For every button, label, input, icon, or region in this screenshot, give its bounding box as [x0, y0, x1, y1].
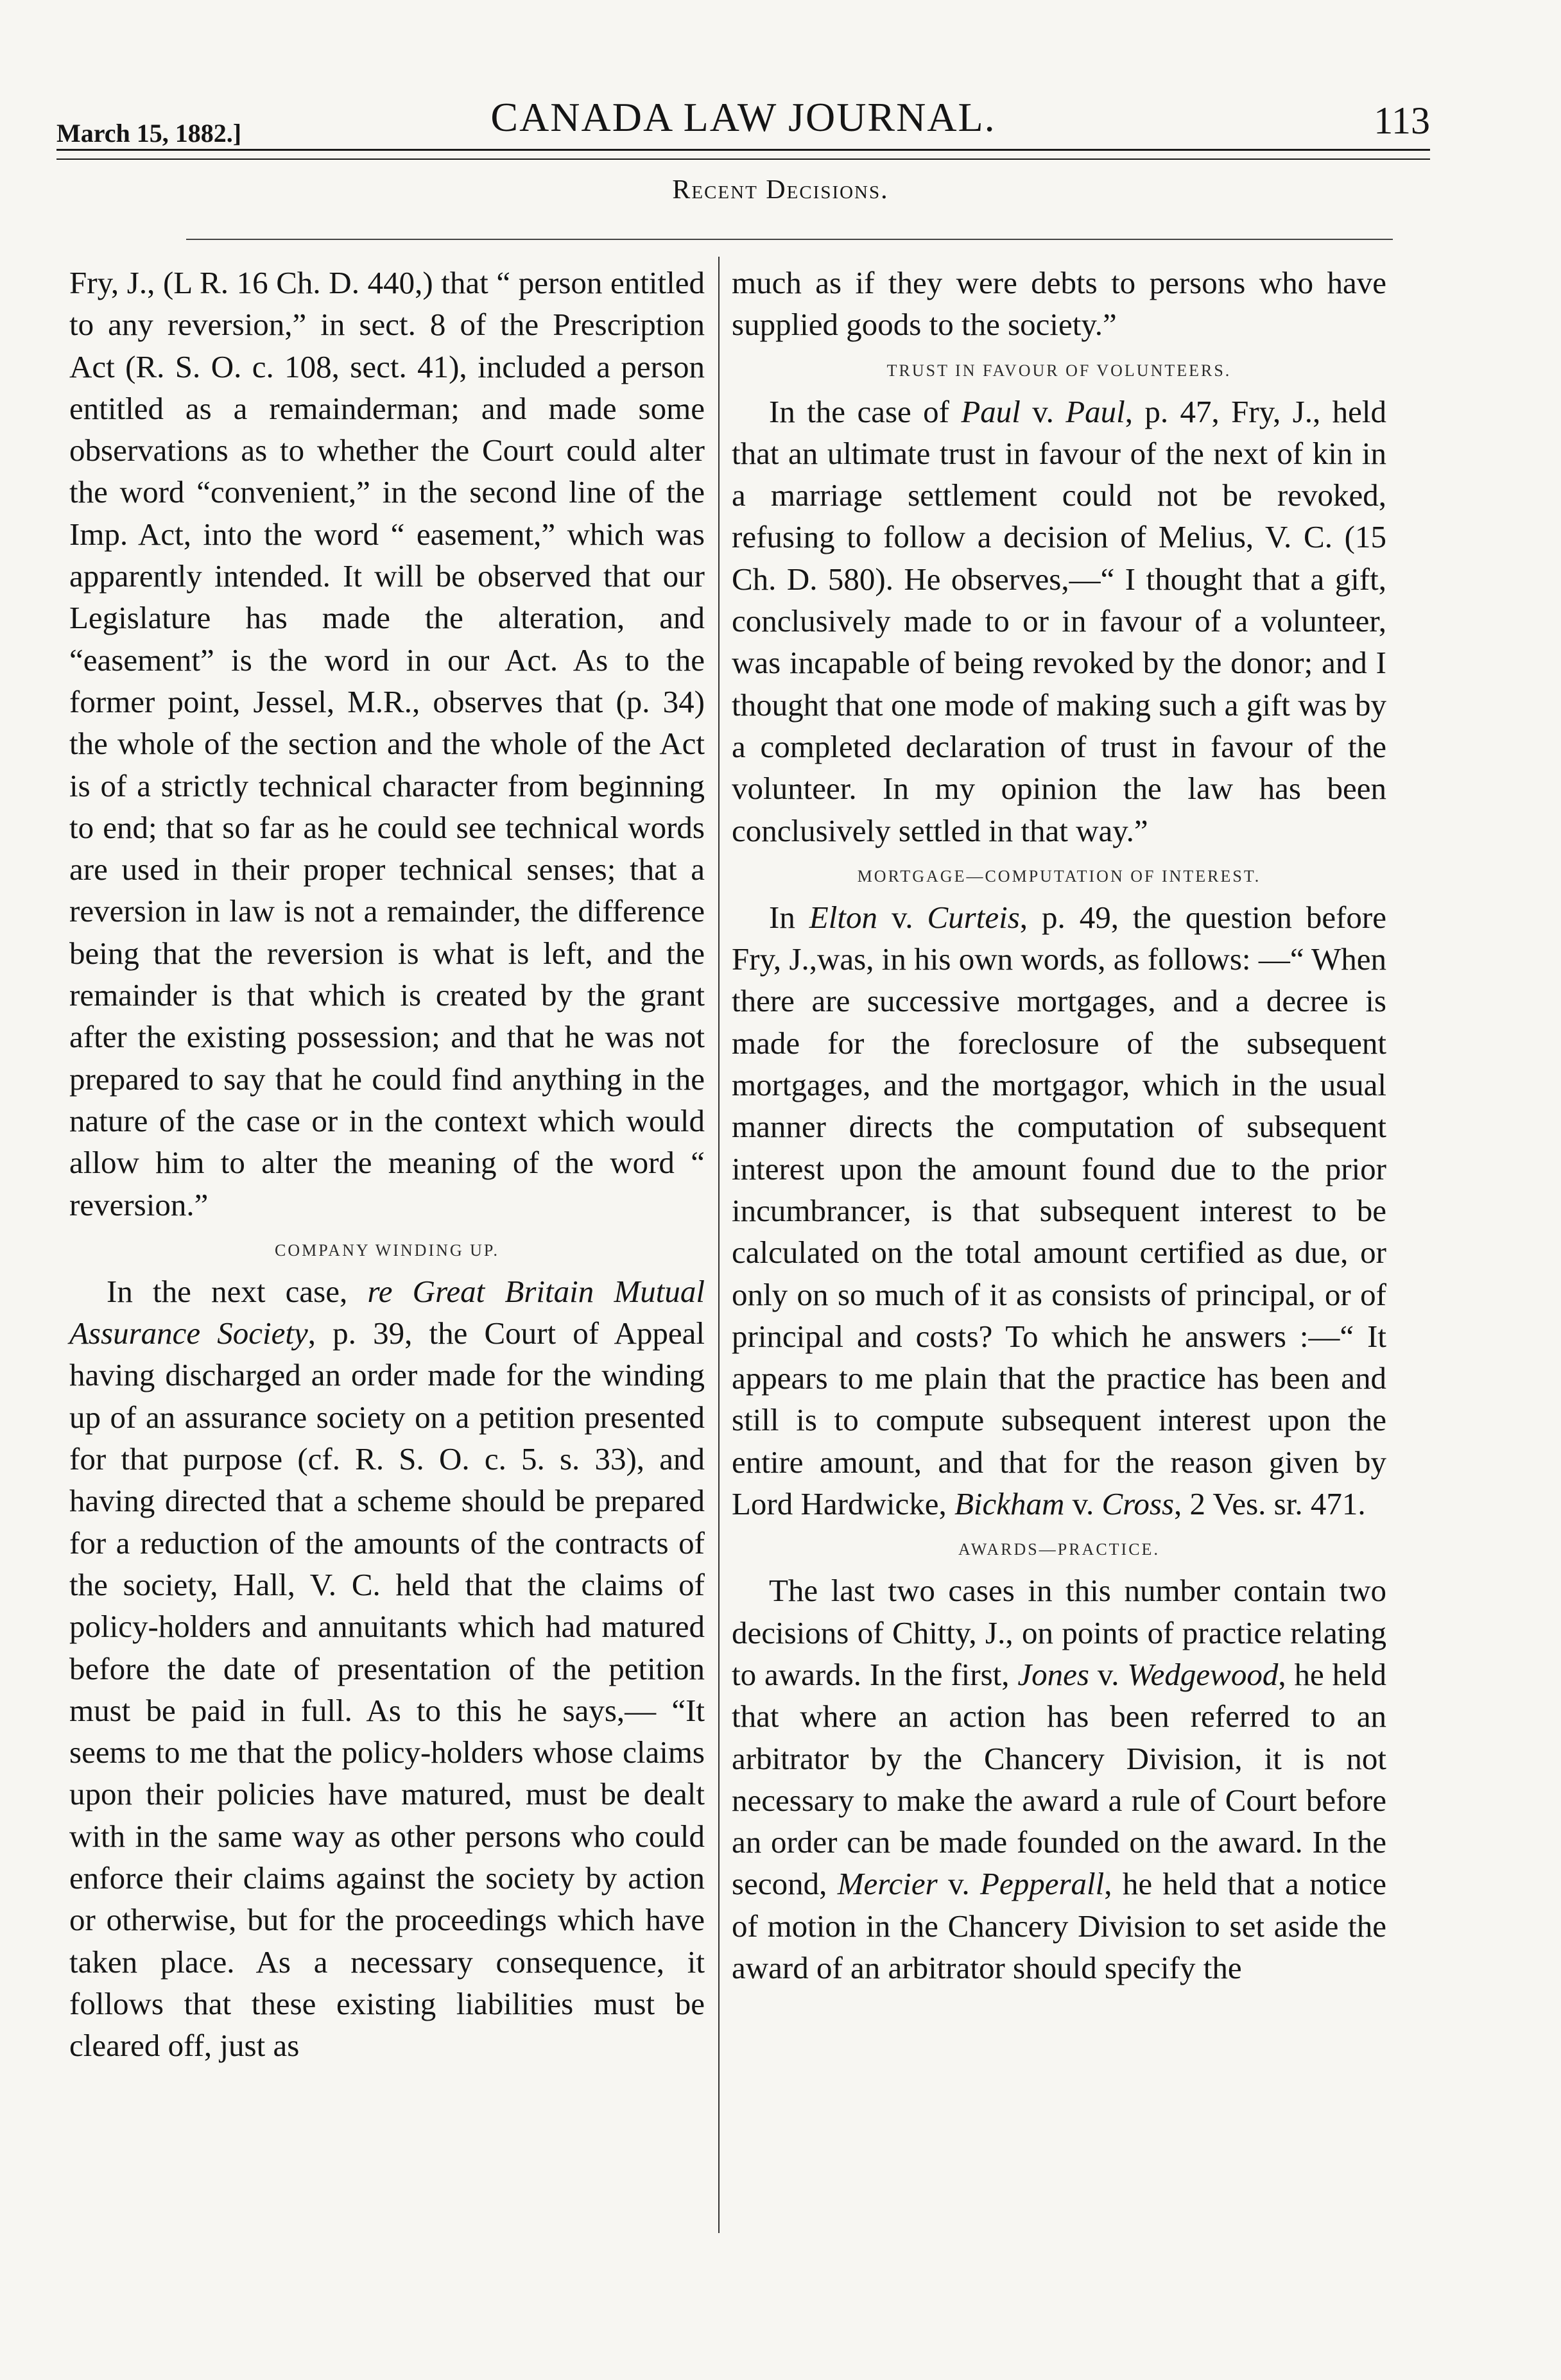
text-run: In the next case, [107, 1273, 368, 1309]
text-run: v. [937, 1866, 981, 1902]
subhead-awards-practice: AWARDS—PRACTICE. [958, 1540, 1160, 1559]
text-run: The last two cases in this number contain two decisions of Chitty, J., on points of practice relating to awards. In the first, [732, 1573, 1386, 1692]
case-name: Elton [809, 899, 877, 935]
paragraph-elton-v-curteis [732, 896, 1386, 1525]
case-name: re Great Britain Mutual Assurance Society [69, 1273, 705, 1351]
right-column [732, 262, 1386, 1989]
paragraph-awards [732, 1570, 1386, 1989]
paragraph-reversion: Fry, J., (L R. 16 Ch. D. 440,) that “ person entitled to any reversion,” in sect. 8 of the Prescription Act (R. S. O. c. 108, sect. 41), included a person entitled as a remainderman; and made some observations as to whether the Court could alter the word “convenient,” in the second line of the Imp. Act, into the word “ easement,” which was apparently intended. It will be observed that our Legislature has made the alteration, and “easement” is the word in our Act. As to the former point, Jessel, M.R., observes that (p. 34) the whole of the section and the whole of the Act is of a strictly technical character from beginning to end; that so far as he could see technical words are used in their proper technical senses; that a reversion in law is not a remainder, the difference being that the reversion is what is left, and the remainder is that which is created by the grant after the existing possession; and that he was not prepared to say that he could find anything in the nature of the case or in the context which would allow him to alter the meaning of the word “ reversion.” [69, 265, 705, 1222]
text-run: , p. 39, the Court of Appeal having discharged an order made for the winding up of an assurance society on a petition presented for that purpose (cf. R. S. O. c. 5. s. 33), and having directed that a scheme should be prepared for a reduction of the amounts of the contracts of the society, Hall, V. C. held that the claims of policy-holders and annuitants which had matured before the date of presentation of the petition must be paid in full. As to this he says,— “It seems to me that the policy-holders whose claims upon their policies have matured, must be dealt with in the same way as other persons who could enforce their claims against the society by action or otherwise, but for the proceedings which have taken place. As a necessary consequence, it follows that these existing liabilities must be cleared off, just as [69, 1315, 705, 2064]
paragraph-winding-up [69, 1271, 705, 2067]
case-name: Jones [1017, 1656, 1089, 1692]
case-name: Pepperall [980, 1866, 1105, 1902]
left-column [69, 262, 705, 2066]
text-run: v. [1064, 1486, 1102, 1522]
text-run: , he held that where an action has been referred to an arbitrator by the Chancery Division, it is not necessary to make the award a rule of Court before an order can be made founded on the award. In the second, [732, 1656, 1386, 1902]
case-name: Paul [1065, 393, 1125, 429]
text-run: v. [1020, 393, 1066, 429]
text-run: In the case of [769, 393, 962, 429]
journal-title: CANADA LAW JOURNAL. [490, 94, 996, 140]
paragraph-continuation: much as if they were debts to persons who have supplied goods to the society.” [732, 265, 1386, 343]
text-run: In [769, 899, 809, 935]
case-name: Curteis [927, 899, 1020, 935]
text-run: v. [877, 899, 927, 935]
case-name: Bickham [954, 1486, 1065, 1522]
page-number: 113 [1374, 99, 1430, 142]
paragraph-paul-v-paul [732, 391, 1386, 852]
header-double-rule [56, 149, 1430, 160]
text-run: , p. 49, the question before Fry, J.,was, in his own words, as follows: —“ When there are successive mortgages, and a decree is made for the foreclosure of the subsequent mortgages, and the mortgagor, which in the usual manner directs the computation of subsequent interest upon the amount found due to the prior incumbrancer, is that subsequent interest to be calculated on the total amount certified as due, or only on so much of it as consists of principal, or of principal and costs? To which he answers :—“ It appears to me plain that the practice has been and still is to compute subsequent interest upon the entire amount, and that for the reason given by Lord Hardwicke, [732, 899, 1386, 1522]
case-name: Cross [1101, 1486, 1175, 1522]
case-name: Mercier [837, 1866, 938, 1902]
subhead-mortgage-interest: MORTGAGE—COMPUTATION OF INTEREST. [857, 866, 1261, 886]
running-head [56, 90, 1430, 148]
subhead-trust-volunteers: TRUST IN FAVOUR OF VOLUNTEERS. [886, 361, 1232, 380]
section-rule [186, 239, 1393, 240]
text-run: , p. 47, Fry, J., held that an ultimate trust in favour of the next of kin in a marriage settlement could not be revoked, refusing to follow a decision of Melius, V. C. (15 Ch. D. 580). He observes,—“ I thought that a gift, conclusively made to or in favour of a volunteer, was incapable of being revoked by the donor; and I thought that one mode of making such a gift was by a completed declaration of trust in favour of the volunteer. In my opinion the law has been conclusively settled in that way.” [732, 393, 1387, 848]
text-run: , 2 Ves. sr. 471. [1174, 1486, 1366, 1522]
issue-date: March 15, 1882.] [56, 119, 242, 148]
subhead-company-winding-up: COMPANY WINDING UP. [274, 1240, 500, 1260]
text-run: , he held that a notice of motion in the Chancery Division to set aside the award of an arbitrator should specify the [732, 1866, 1386, 1985]
case-name: Wedgewood [1127, 1656, 1279, 1692]
case-name: Paul [961, 393, 1021, 429]
section-title: Recent Decisions. [672, 175, 889, 205]
column-divider [718, 257, 720, 2233]
text-run: v. [1089, 1656, 1128, 1692]
